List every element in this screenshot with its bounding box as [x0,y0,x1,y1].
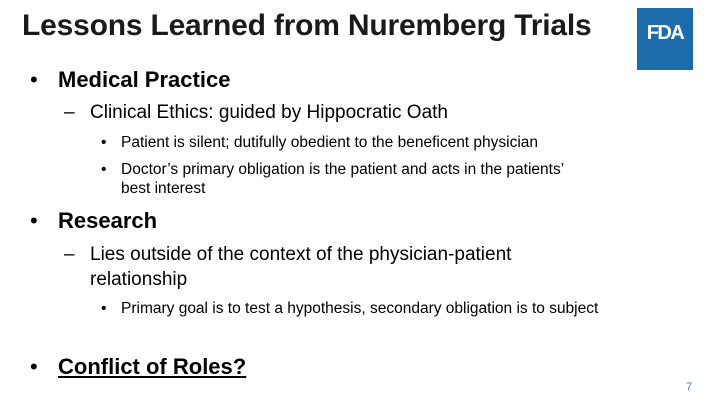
text-clinical-ethics: Clinical Ethics: guided by Hippocratic Oath [90,102,449,123]
text-lies-outside-cont: relationship [90,269,188,290]
point-doctor-obligation-cont: best interest [121,180,206,197]
bullet-conflict: • [30,354,38,379]
fda-logo-text: FDA [646,22,684,44]
point-doctor-obligation: Doctor’s primary obligation is the patient and acts in the patients’ [121,161,565,178]
sub-bullet-3: • [101,300,107,317]
heading-research: Research [58,208,158,233]
heading-conflict-of-roles: Conflict of Roles? [58,354,247,379]
sub-bullet-2: • [101,161,107,178]
slide-title: Lessons Learned from Nuremberg Trials [22,9,592,42]
point-patient-silent: Patient is silent; dutifully obedient to the beneficent physician [121,134,539,151]
fda-logo [637,8,693,70]
bullet-medical-practice: • [30,67,38,92]
sub-bullet-1: • [101,134,107,151]
dash-lies-outside: – [64,244,75,265]
heading-medical-practice: Medical Practice [58,67,231,92]
point-primary-goal: Primary goal is to test a hypothesis, secondary obligation is to subject [121,300,599,317]
dash-clinical-ethics: – [64,102,75,123]
page-number: 7 [686,381,693,393]
bullet-research: • [30,208,38,233]
text-lies-outside: Lies outside of the context of the physician-patient [90,244,512,265]
